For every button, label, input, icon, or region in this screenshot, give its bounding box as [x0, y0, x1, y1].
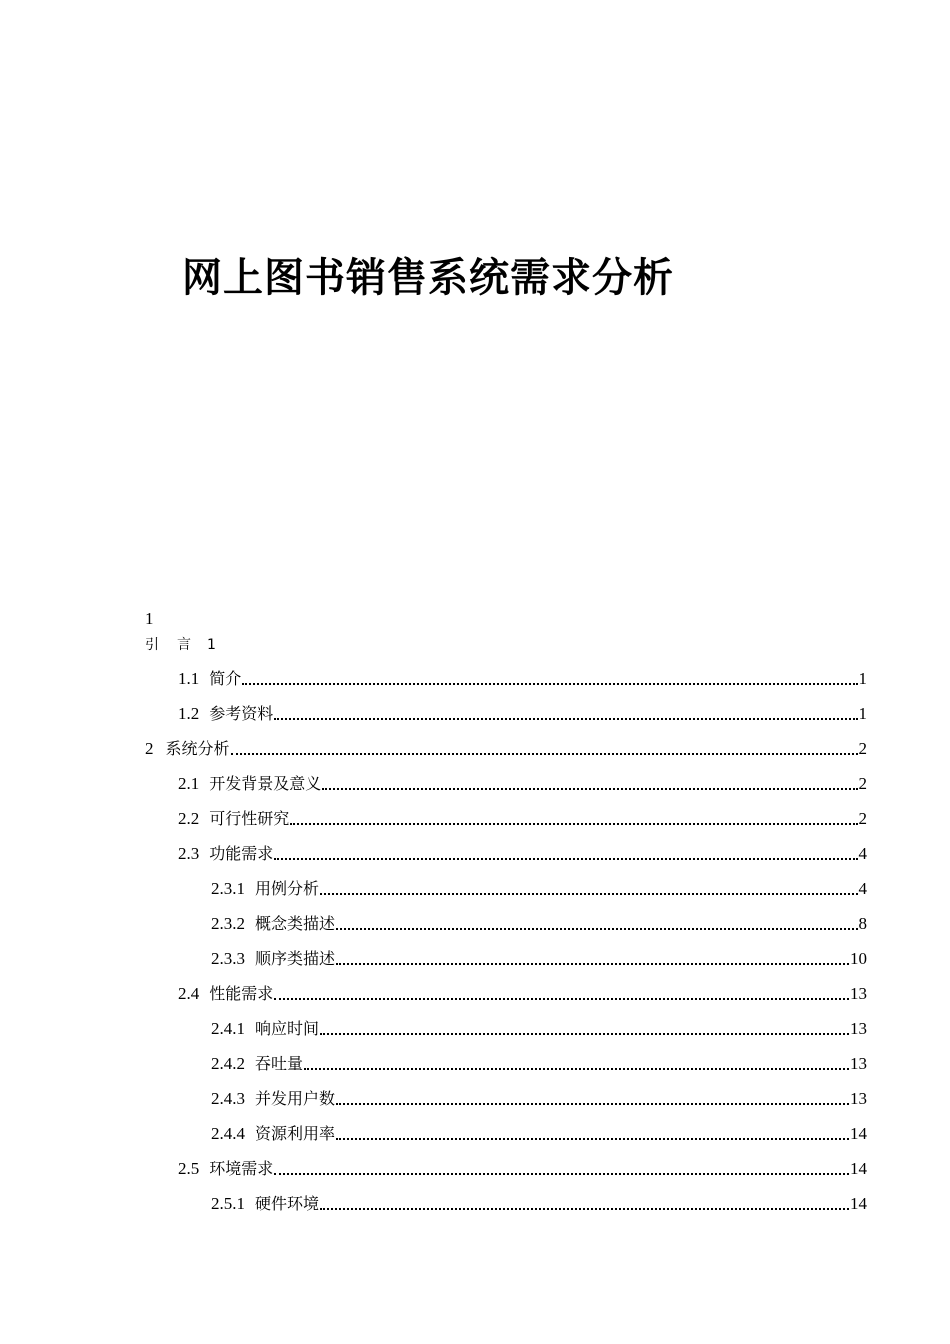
toc-dot-leader: [336, 1103, 849, 1105]
toc-entry-label: 性能需求: [209, 984, 274, 1003]
toc-entry-label: 环境需求: [209, 1159, 274, 1178]
toc-dot-leader: [320, 1033, 849, 1035]
toc-entry-number: 2: [145, 739, 154, 758]
toc-entry-page: 1: [858, 704, 867, 723]
toc-dot-leader: [231, 753, 858, 755]
toc-entry-number: 2.4.2: [211, 1054, 245, 1073]
toc-entry-page: 10: [850, 949, 867, 968]
toc-chapter-number: 1: [145, 609, 154, 628]
toc-entry-number: 2.4: [178, 984, 200, 1003]
toc-entry-page: 14: [850, 1124, 867, 1143]
toc-entry-2[interactable]: [145, 737, 867, 761]
toc-entry-2-3-3[interactable]: [211, 947, 867, 971]
toc-entry-number: 2.4.4: [211, 1124, 245, 1143]
toc-entry-label: 概念类描述: [255, 914, 336, 933]
toc-dot-leader: [336, 963, 849, 965]
toc-entry-page: 14: [850, 1159, 867, 1178]
toc-entry-2-3-1[interactable]: [211, 877, 867, 901]
toc-entry-label: 系统分析: [165, 739, 230, 758]
toc-dot-leader: [320, 1208, 849, 1210]
toc-entry-page: 14: [850, 1194, 867, 1213]
toc-entry-2-1[interactable]: [178, 772, 867, 796]
toc-dot-leader: [290, 823, 857, 825]
toc-entry-2-5[interactable]: [178, 1157, 867, 1181]
toc-dot-leader: [320, 893, 857, 895]
toc-entry-label: 响应时间: [255, 1019, 320, 1038]
toc-chapter-page: 1: [207, 637, 216, 653]
toc-dot-leader: [274, 718, 857, 720]
toc-entry-label: 功能需求: [209, 844, 274, 863]
toc-entry-number: 2.3.1: [211, 879, 245, 898]
toc-entry-2-4-4[interactable]: [211, 1122, 867, 1146]
toc-entry-page: 13: [850, 1019, 867, 1038]
toc-entry-1-1[interactable]: [178, 667, 867, 691]
toc-entry-label: 资源利用率: [255, 1124, 336, 1143]
toc-entry-label: 吞吐量: [255, 1054, 304, 1073]
toc-entry-label: 可行性研究: [209, 809, 290, 828]
toc-entry-label: 简介: [209, 669, 242, 688]
toc-dot-leader: [242, 683, 857, 685]
toc-entry-number: 2.1: [178, 774, 200, 793]
toc-entry-number: 2.3.3: [211, 949, 245, 968]
toc-entry-2-4-1[interactable]: [211, 1017, 867, 1041]
toc-entry-number: 2.5.1: [211, 1194, 245, 1213]
toc-entry-number: 2.3.2: [211, 914, 245, 933]
toc-entry-2-3-2[interactable]: [211, 912, 867, 936]
toc-dot-leader: [274, 858, 857, 860]
toc-entry-page: 4: [858, 879, 867, 898]
toc-entry-number: 2.4.3: [211, 1089, 245, 1108]
toc-entry-page: 13: [850, 1054, 867, 1073]
toc-entry-label: 开发背景及意义: [209, 774, 322, 793]
toc-entry-page: 13: [850, 984, 867, 1003]
toc-entry-label: 硬件环境: [255, 1194, 320, 1213]
toc-dot-leader: [274, 998, 849, 1000]
toc-entry-2-4-2[interactable]: [211, 1052, 867, 1076]
toc-entry-page: 13: [850, 1089, 867, 1108]
toc-entry-2-4[interactable]: [178, 982, 867, 1006]
toc-entry-2-5-1[interactable]: [211, 1192, 867, 1216]
toc-chapter-label-char: 言: [177, 637, 191, 653]
toc-dot-leader: [336, 928, 857, 930]
toc-entry-number: 2.3: [178, 844, 200, 863]
toc-entry-label: 参考资料: [209, 704, 274, 723]
toc-entry-2-2[interactable]: [178, 807, 867, 831]
toc-entry-label: 并发用户数: [255, 1089, 336, 1108]
toc-entry-page: 2: [858, 809, 867, 828]
toc-entry-label: 顺序类描述: [255, 949, 336, 968]
toc-entry-1-2[interactable]: [178, 702, 867, 726]
toc-entry-number: 2.2: [178, 809, 200, 828]
toc-chapter-label-char: 引: [145, 637, 159, 653]
toc-entry-2-4-3[interactable]: [211, 1087, 867, 1111]
toc-entry-number: 1.1: [178, 669, 200, 688]
toc-dot-leader: [274, 1173, 849, 1175]
toc-entry-label: 用例分析: [255, 879, 320, 898]
toc-entry-page: 2: [858, 774, 867, 793]
toc-entry-2-3[interactable]: [178, 842, 867, 866]
document-title: 网上图书销售系统需求分析: [182, 255, 674, 301]
toc-entry-page: 8: [858, 914, 867, 933]
toc-dot-leader: [322, 788, 857, 790]
toc-entry-number: 1.2: [178, 704, 200, 723]
toc-entry-page: 2: [858, 739, 867, 758]
toc-entry-page: 4: [858, 844, 867, 863]
toc-entry-number: 2.5: [178, 1159, 200, 1178]
toc-dot-leader: [336, 1138, 849, 1140]
toc-entry-number: 2.4.1: [211, 1019, 245, 1038]
toc-entry-page: 1: [858, 669, 867, 688]
toc-dot-leader: [304, 1068, 849, 1070]
